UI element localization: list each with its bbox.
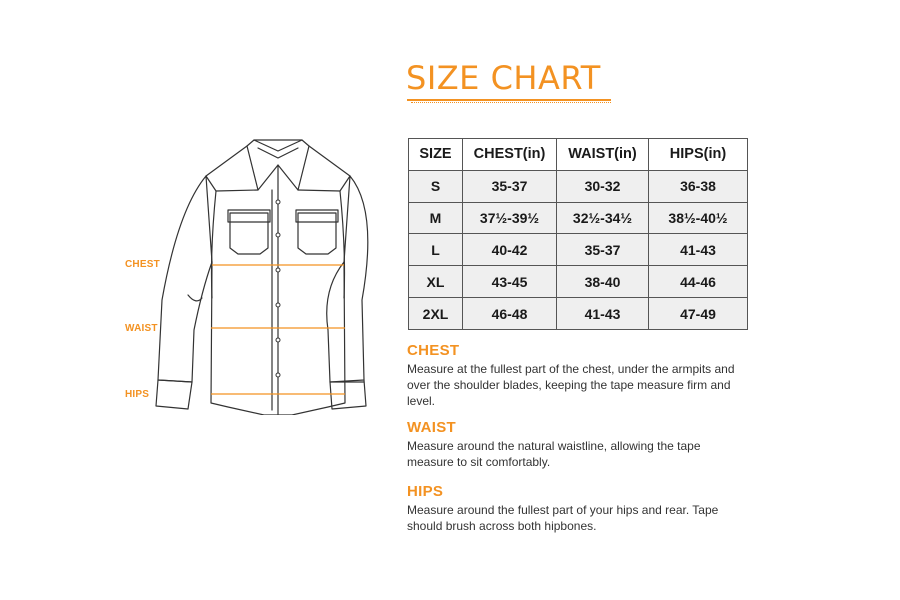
header-hips: HIPS(in) <box>649 139 748 171</box>
hips-heading: HIPS <box>407 483 444 500</box>
cell-chest: 43-45 <box>463 266 557 298</box>
cell-size: M <box>409 202 463 234</box>
cell-hips: 44-46 <box>649 266 748 298</box>
hips-instructions: Measure around the fullest part of your hips and rear. Tape should brush across both hipbones. <box>407 503 719 533</box>
title-dotted-line <box>411 102 611 103</box>
cell-chest: 46-48 <box>463 298 557 330</box>
cell-waist: 38-40 <box>557 266 649 298</box>
cell-size: XL <box>409 266 463 298</box>
shirt-pocket-flap-left <box>228 210 270 222</box>
cell-chest: 40-42 <box>463 234 557 266</box>
cell-waist: 41-43 <box>557 298 649 330</box>
cell-waist: 30-32 <box>557 170 649 202</box>
shirt-elbow-left <box>188 295 202 301</box>
shirt-button <box>276 200 280 204</box>
shirt-button <box>276 233 280 237</box>
table-row <box>409 202 748 234</box>
title-underline <box>407 99 611 101</box>
cell-waist: 32½-34½ <box>557 202 649 234</box>
table-row <box>409 266 748 298</box>
chest-label: CHEST <box>125 259 160 270</box>
cell-waist: 35-37 <box>557 234 649 266</box>
shirt-cuff-left <box>156 380 192 409</box>
shirt-cuff-line-left <box>158 380 192 382</box>
shirt-diagram <box>150 130 370 415</box>
shirt-button <box>276 303 280 307</box>
cell-chest: 37½-39½ <box>463 202 557 234</box>
chest-instructions: Measure at the fullest part of the chest, under the armpits and over the shoulder blades, keeping the tape measure firm and level. <box>407 362 735 408</box>
shirt-pocket-right <box>298 213 336 254</box>
header-chest: CHEST(in) <box>463 139 557 171</box>
shirt-collar-inner <box>258 148 298 158</box>
waist-instructions: Measure around the natural waistline, allowing the tape measure to sit comfortably. <box>407 439 701 469</box>
header-size: SIZE <box>409 139 463 171</box>
table-row <box>409 170 748 202</box>
header-waist: WAIST(in) <box>557 139 649 171</box>
chest-heading: CHEST <box>407 342 460 359</box>
cell-size: 2XL <box>409 298 463 330</box>
waist-label: WAIST <box>125 323 158 334</box>
shirt-button <box>276 338 280 342</box>
waist-heading: WAIST <box>407 419 456 436</box>
shirt-sleeve-left <box>158 176 212 382</box>
table-row <box>409 234 748 266</box>
cell-hips: 41-43 <box>649 234 748 266</box>
shirt-pocket-flap-right <box>296 210 338 222</box>
shirt-button <box>276 268 280 272</box>
size-table <box>408 138 748 330</box>
cell-size: S <box>409 170 463 202</box>
cell-chest: 35-37 <box>463 170 557 202</box>
cell-hips: 38½-40½ <box>649 202 748 234</box>
page-title: SIZE CHART <box>406 59 601 97</box>
shirt-button <box>276 373 280 377</box>
cell-hips: 36-38 <box>649 170 748 202</box>
cell-size: L <box>409 234 463 266</box>
table-header-row <box>409 139 748 171</box>
cell-hips: 47-49 <box>649 298 748 330</box>
table-row <box>409 298 748 330</box>
hips-label: HIPS <box>125 389 150 400</box>
shirt-pocket-left <box>230 213 268 254</box>
